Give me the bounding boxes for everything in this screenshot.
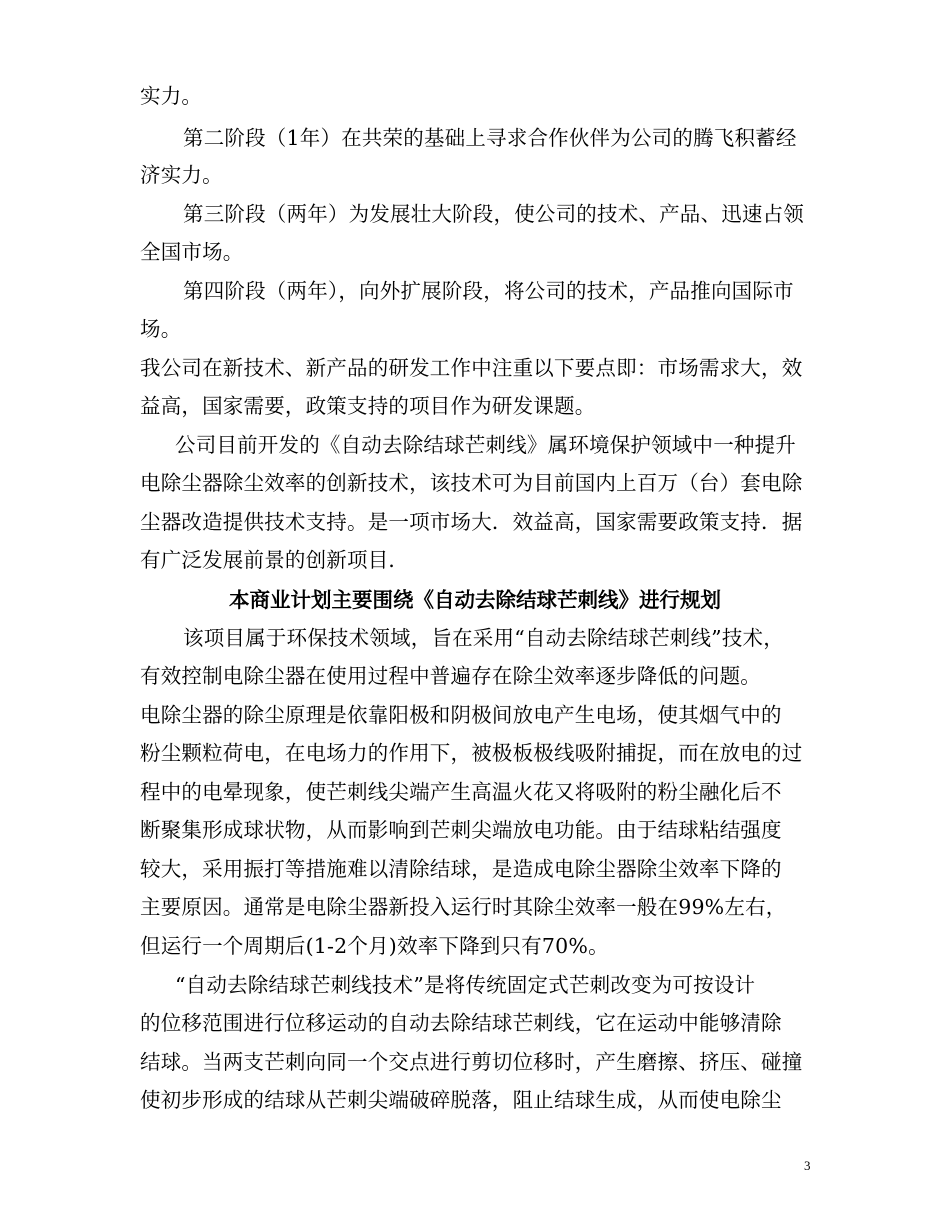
- text-line: 较大，采用振打等措施难以清除结球，是造成电除尘器除尘效率下降的: [140, 857, 782, 881]
- text-line: 电除尘器除尘效率的创新技术，该技术可为目前国内上百万（台）套电除: [140, 471, 803, 495]
- text-line: “自动去除结球芒刺线技术”是将传统固定式芒刺改变为可按设计: [175, 973, 756, 997]
- text-line: 粉尘颗粒荷电，在电场力的作用下，被极板极线吸附捕捉，而在放电的过: [140, 741, 803, 765]
- section-heading: 本商业计划主要围绕《自动去除结球芒刺线》进行规划: [229, 588, 721, 612]
- text-line: 断聚集形成球状物，从而影响到芒刺尖端放电功能。由于结球粘结强度: [140, 818, 782, 842]
- text-line: 尘器改造提供技术支持。是一项市场大．效益高，国家需要政策支持．据: [140, 510, 803, 534]
- text-line: 第四阶段（两年），向外扩展阶段，将公司的技术，产品推向国际市: [183, 279, 794, 303]
- text-line: 主要原因。通常是电除尘器新投入运行时其除尘效率一般在99%左右，: [140, 895, 787, 919]
- page-number: 3: [804, 1158, 811, 1173]
- text-line: 益高，国家需要，政策支持的项目作为研发课题。: [140, 394, 596, 418]
- text-line: 结球。当两支芒刺向同一个交点进行剪切位移时，产生磨擦、挤压、碰撞: [140, 1050, 803, 1074]
- text-line: 有广泛发展前景的创新项目．: [140, 548, 410, 572]
- text-line: 该项目属于环保技术领域，旨在采用“自动去除结球芒刺线”技术，: [183, 626, 784, 650]
- text-line: 公司目前开发的《自动去除结球芒刺线》属环境保护领域中一种提升: [175, 433, 796, 457]
- text-line: 程中的电晕现象，使芒刺线尖端产生高温火花又将吸附的粉尘融化后不: [140, 780, 782, 804]
- text-line: 第二阶段（1年）在共荣的基础上寻求合作伙伴为公司的腾飞积蓄经: [183, 126, 797, 150]
- text-line: 使初步形成的结球从芒刺尖端破碎脱落，阻止结球生成，从而使电除尘: [140, 1088, 782, 1112]
- text-line: 但运行一个周期后(1-2个月)效率下降到只有70%。: [140, 934, 609, 958]
- text-line: 有效控制电除尘器在使用过程中普遍存在除尘效率逐步降低的问题。: [140, 664, 761, 688]
- text-line: 全国市场。: [140, 240, 244, 264]
- text-line: 第三阶段（两年）为发展壮大阶段，使公司的技术、产品、迅速占领: [183, 202, 804, 226]
- text-line: 实力。: [140, 84, 203, 108]
- text-line: 电除尘器的除尘原理是依靠阳极和阴极间放电产生电场，使其烟气中的: [140, 703, 782, 727]
- text-line: 我公司在新技术、新产品的研发工作中注重以下要点即：市场需求大，效: [140, 356, 803, 380]
- text-line: 场。: [140, 317, 182, 341]
- text-line: 济实力。: [140, 163, 223, 187]
- text-line: 的位移范围进行位移运动的自动去除结球芒刺线，它在运动中能够清除: [140, 1011, 782, 1035]
